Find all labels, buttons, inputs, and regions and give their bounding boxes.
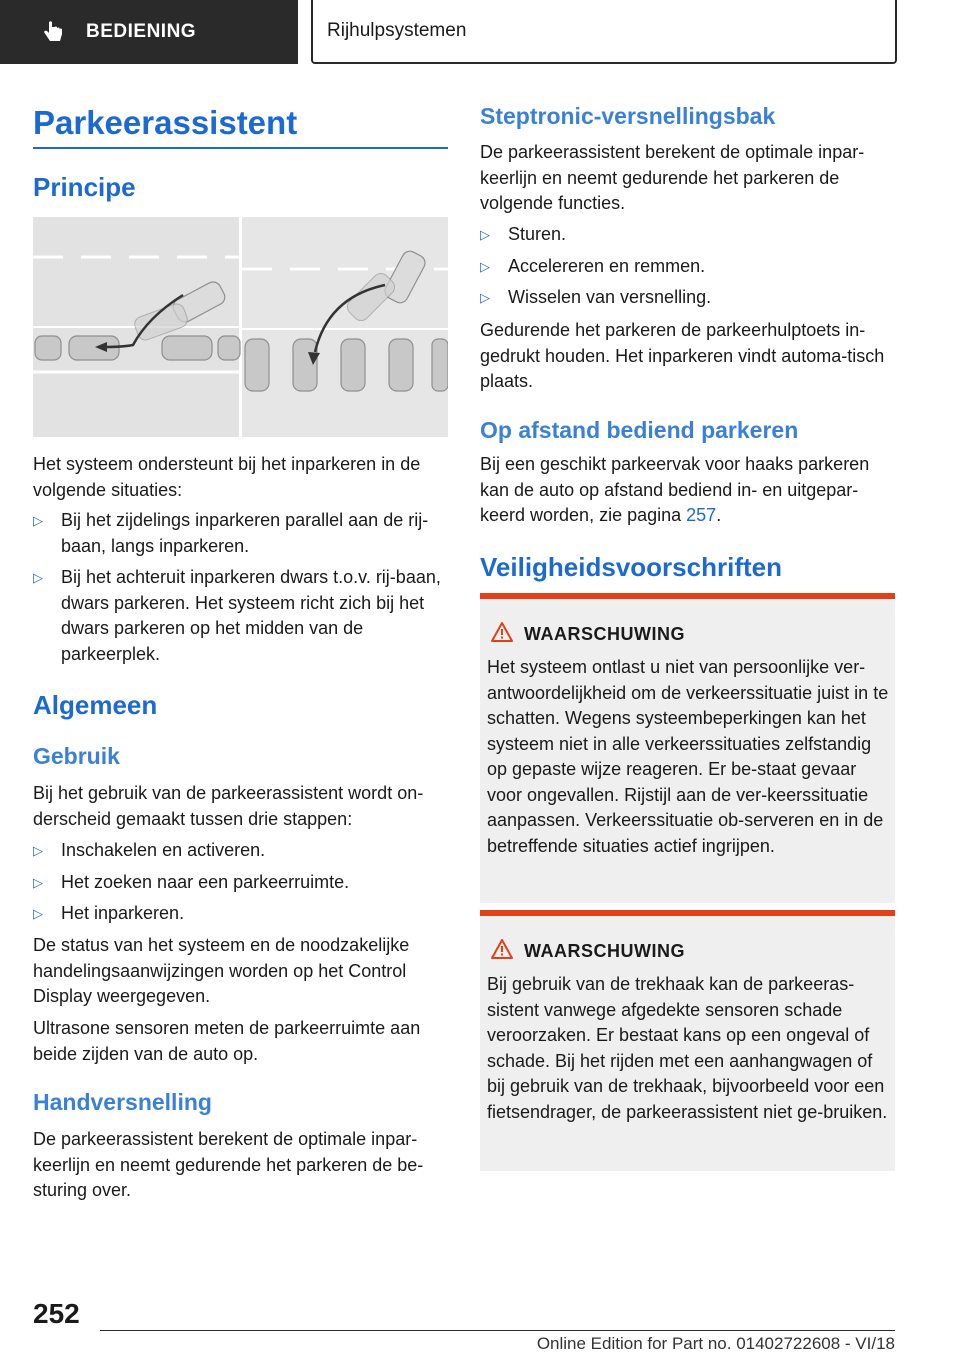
triangle-right-outline-icon: ▷ [480, 290, 490, 305]
list-item [33, 901, 448, 927]
page-number: 252 [33, 1298, 80, 1329]
warning-title: WAARSCHUWING [524, 624, 685, 644]
list-item-text: Het inparkeren. [61, 903, 185, 923]
status-text: De status van het systeem en de noodzakelijke handelingsaanwijzingen worden op het Control Display weergegeven. [33, 935, 410, 1006]
ultrasone-text: Ultrasone sensoren meten de parkeerruimte aan beide zijden van de auto op. [33, 1018, 421, 1064]
gebruik-text: Bij het gebruik van de parkeerassistent wordt on-derscheid gemaakt tussen drie stappen: [33, 783, 424, 829]
afstand-end: . [716, 505, 722, 525]
parking-illustration [33, 217, 448, 437]
chapter-tab [311, 0, 897, 64]
handversnelling-heading: Handversnelling [33, 1089, 212, 1115]
algemeen-heading: Algemeen [33, 690, 158, 720]
triangle-right-outline-icon: ▷ [480, 227, 490, 242]
warning-text: Het systeem ontlast u niet van persoonlijke ver-antwoordelijkheid om de verkeerssituatie juist in te schatten. Wegens systeembeperkingen kan het systeem niet in alle verkeerssituaties zelfstandig op gepaste wijze reageren. Er be-staat gevaar voor ongevallen. Rijstijl aan de ver-keerssituatie aanpassen. Verkeerssituatie ob-serveren en in de betreffende situaties actief ingrijpen. [487, 657, 889, 856]
footer-rule [100, 1330, 895, 1331]
warning-triangle-icon [490, 621, 514, 643]
list-item [480, 222, 895, 248]
triangle-right-outline-icon: ▷ [33, 906, 43, 921]
list-item-text: Bij het achteruit inparkeren dwars t.o.v. rij-baan, dwars parkeren. Het systeem richt zich bij het dwars parkeren op het midden van de parkeerplek. [61, 567, 441, 664]
triangle-right-outline-icon: ▷ [480, 259, 490, 274]
footer-edition: Online Edition for Part no. 01402722608 - VI/18 [536, 1334, 895, 1353]
warning-box [480, 910, 895, 1171]
triangle-right-outline-icon: ▷ [33, 843, 43, 858]
triangle-right-outline-icon: ▷ [33, 570, 43, 585]
warning-text: Bij gebruik van de trekhaak kan de parkeeras-sistent vanwege afgedekte sensoren schade veroorzaken. Er bestaat kans op een ongeval of schade. Bij het rijden met een aanhangwagen of bij gebruik van de trekhaak, bijvoorbeeld voor een fietsendrager, de parkeerassistent niet ge-bruiken. [487, 974, 888, 1122]
warning-triangle-icon [490, 938, 514, 960]
afstand-heading: Op afstand bediend parkeren [480, 417, 799, 443]
list-item [480, 285, 895, 311]
steptronic-text: De parkeerassistent berekent de optimale inpar-keerlijn en neemt gedurende het parkeren de volgende functies. [480, 142, 865, 213]
section-label: BEDIENING [86, 21, 197, 42]
page-link[interactable]: 257 [686, 505, 717, 525]
chapter-label: Rijhulpsystemen [327, 20, 467, 41]
list-item [33, 870, 448, 896]
list-item [480, 254, 895, 280]
section-tab [0, 0, 298, 64]
handversnelling-text: De parkeerassistent berekent de optimale inpar-keerlijn en neemt gedurende het parkeren de be-sturing over. [33, 1129, 424, 1200]
steptronic-heading: Steptronic-versnellingsbak [480, 103, 776, 129]
title-rule [33, 147, 448, 149]
page-header [0, 0, 960, 66]
parking-diagram [33, 217, 448, 437]
hand-pointer-icon [40, 19, 66, 45]
list-item [33, 838, 448, 864]
triangle-right-outline-icon: ▷ [33, 875, 43, 890]
list-item-text: Accelereren en remmen. [508, 256, 706, 276]
steptronic-text-2: Gedurende het parkeren de parkeerhulptoets in-gedrukt houden. Het inparkeren vindt automa-tisch plaats. [480, 320, 885, 391]
list-item-text: Wisselen van versnelling. [508, 287, 712, 307]
list-item-text: Sturen. [508, 224, 567, 244]
list-item-text: Het zoeken naar een parkeerruimte. [61, 872, 350, 892]
warning-title: WAARSCHUWING [524, 941, 685, 961]
warning-box [480, 593, 895, 903]
veiligheid-heading: Veiligheidsvoorschriften [480, 552, 782, 582]
afstand-body: Bij een geschikt parkeervak voor haaks parkeren kan de auto op afstand bediend in- en uitgepar-keerd worden, zie pagina [480, 454, 870, 525]
page-title: Parkeerassistent [33, 104, 298, 141]
list-item-text: Inschakelen en activeren. [61, 840, 266, 860]
list-item-text: Bij het zijdelings inparkeren parallel aan de rij-baan, langs inparkeren. [61, 510, 429, 556]
principe-text: Het systeem ondersteunt bij het inparkeren in de volgende situaties: [33, 454, 421, 500]
afstand-text [480, 452, 895, 529]
list-item [33, 565, 448, 667]
principe-heading: Principe [33, 172, 136, 202]
list-item [33, 508, 448, 559]
triangle-right-outline-icon: ▷ [33, 513, 43, 528]
gebruik-heading: Gebruik [33, 743, 120, 769]
